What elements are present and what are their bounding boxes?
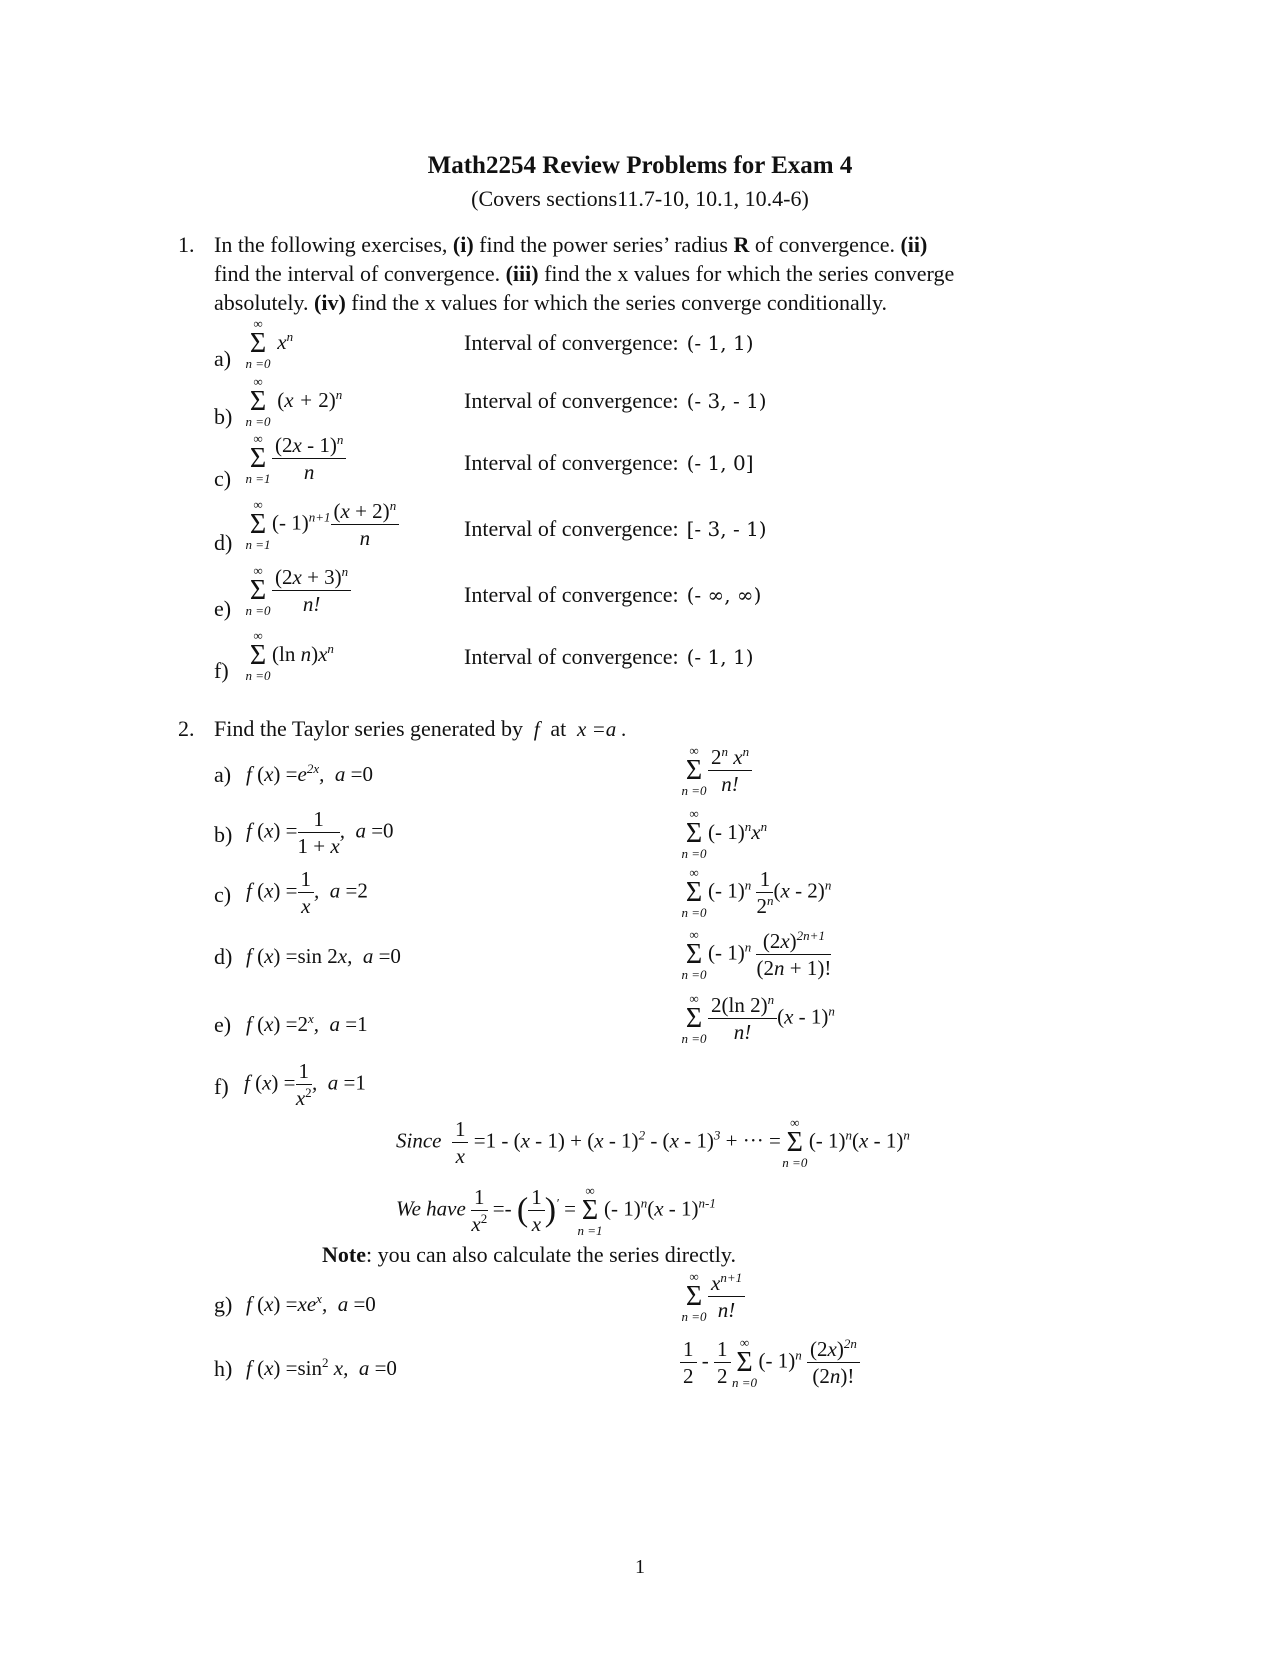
- p1-label-b: b): [214, 404, 233, 429]
- p2-answer-a: ∞ Σ n =0 $\frac{2^n x^n}{n!}$: [680, 744, 752, 797]
- problem-2-number: 2.: [178, 716, 195, 741]
- p1-label-e: e): [214, 596, 232, 621]
- p1-label-a: a): [214, 346, 232, 371]
- p1-interval-d: [464, 516, 767, 542]
- intro-text: at: [550, 716, 567, 741]
- intro-R: R: [733, 232, 750, 257]
- p2-answer-b: ∞ Σ n =0 (- $1)^nx^n$: [681, 806, 768, 861]
- p1-series-d: ∞ Σ n =1 (- 1)$^{n+1}$ $\frac{(x + 2)^n}{n}$: [244, 498, 399, 551]
- p1-interval-f: [464, 644, 754, 670]
- p2-function-f: f (x) = $\frac{1}{x^2}$ , a =1: [244, 1059, 366, 1110]
- we-have-text: We have: [396, 1196, 466, 1221]
- p2-answer-h: $\frac{1}{2}$ - $\frac{1}{2}$ ∞ Σ n =0 (- 1)$^n$ $\frac{(2x)^{2n}}{(2n)!}$: [680, 1336, 860, 1389]
- ioc-label: Interval of convergence:: [464, 388, 679, 413]
- ioc-label: Interval of convergence:: [464, 582, 679, 607]
- p2-label-g: g): [214, 1292, 233, 1317]
- intro-text: Find the Taylor series generated by: [214, 716, 524, 741]
- ioc-answer: (- ∞, ∞): [686, 583, 762, 607]
- p2-label-b: b): [214, 822, 233, 847]
- since-text: Since: [396, 1128, 442, 1153]
- p2-function-e: f $(x) =2^x$, a =1: [246, 1011, 368, 1036]
- intro-text: of convergence.: [754, 232, 895, 257]
- p2-label-a: a): [214, 762, 232, 787]
- note-label: Note: [322, 1242, 366, 1267]
- p2-function-c: f (x) = $\frac{1}{x}$ , a =2: [246, 867, 368, 918]
- p2-answer-c: ∞ Σ n =0 (- 1)$^n$ $\frac{1}{2^n}$ (x - 2)$^n$: [681, 864, 832, 920]
- intro-i: (i): [452, 232, 474, 257]
- p1-series-c: ∞ Σ n =1 $\frac{(2x - 1)^n}{n}$: [244, 432, 346, 485]
- ioc-answer: [- 3, - 1): [686, 517, 767, 541]
- p1-interval-c: [464, 450, 754, 476]
- ioc-label: Interval of convergence:: [464, 450, 679, 475]
- p2-function-b: f (x) = $\frac{1}{1 + x}$ , a =0: [246, 807, 394, 858]
- p2-label-d: d): [214, 944, 233, 969]
- x-equals-a: x =a .: [571, 717, 627, 741]
- problem-2-intro: [214, 714, 627, 744]
- page-subtitle: (Covers sections11.7-10, 10.1, 10.4-6): [471, 186, 809, 211]
- p2-label-c: c): [214, 882, 232, 907]
- p1-label-c: c): [214, 466, 232, 491]
- p1-interval-a: [464, 330, 754, 356]
- intro-text: In the following exercises,: [214, 232, 448, 257]
- p2-label-f: f): [214, 1074, 229, 1099]
- intro-text: find the power series’ radius: [479, 232, 728, 257]
- p1-label-d: d): [214, 530, 233, 555]
- page-title: Math2254 Review Problems for Exam 4: [427, 152, 853, 179]
- ioc-label: Interval of convergence:: [464, 516, 679, 541]
- p1-interval-e: [464, 582, 761, 608]
- ioc-label: Interval of convergence:: [464, 330, 679, 355]
- intro-text: find the interval of convergence.: [214, 261, 501, 286]
- p2-function-g: f $(x) =xe^x$, a =0: [246, 1291, 376, 1316]
- p1-series-f: ∞ Σ n =0 (ln $n)x^n$: [245, 628, 334, 683]
- problem-1-intro: [214, 230, 1114, 317]
- p2-answer-e: ∞ Σ n =0 $\frac{2(\ln 2)^n}{n!}$ (x - 1)$^n$: [681, 990, 835, 1046]
- p2-function-h: f $(x) =\sin^2$ x, a =0: [246, 1355, 397, 1380]
- intro-iv: (iv): [314, 290, 346, 315]
- ioc-answer: (- 3, - 1): [686, 389, 767, 413]
- note: [322, 1242, 736, 1268]
- p2-label-e: e): [214, 1012, 232, 1037]
- p1-series-a: ∞ Σ n =0 $x^n$: [245, 316, 294, 371]
- intro-text: find the x values for which the series converge conditionally.: [351, 290, 888, 315]
- intro-text: find the x values for which the series converge: [544, 261, 955, 286]
- ioc-answer: (- 1, 1): [686, 331, 754, 355]
- intro-ii: (ii): [900, 232, 928, 257]
- intro-iii: (iii): [505, 261, 539, 286]
- p2-function-a: f $(x) =e^{2x}$, a =0: [246, 761, 373, 786]
- p2-we-have-line: We have $\frac{1}{x^2}$ =- ( $\frac{1}{x}$ )′ = ∞ Σ n =1 (- 1)$^n$(x - 1)$^{n-1}$: [396, 1182, 716, 1238]
- p1-series-e: ∞ Σ n =0 $\frac{(2x + 3)^n}{n!}$: [244, 564, 351, 617]
- problem-1-number: 1.: [178, 232, 195, 257]
- p2-answer-d: ∞ Σ n =0 (- 1)$^n$ $\frac{(2x)^{2n+1}}{(2n + 1)!}$: [681, 926, 832, 982]
- p2-answer-g: ∞ Σ n =0 $\frac{x^{n+1}}{n!}$: [680, 1270, 745, 1323]
- p2-label-h: h): [214, 1356, 233, 1381]
- p2-since-line: Since $\frac{1}{x}$ =1 - (x - 1) + (x - 1)$^2$ - (x - 1)$^3$ + ··· = ∞ Σ n =0 (- 1)$^n$(x - 1)$^n$: [396, 1114, 910, 1170]
- p1-label-f: f): [214, 658, 229, 683]
- page-number: 1: [635, 1556, 645, 1578]
- ioc-answer: (- 1, 1): [686, 645, 754, 669]
- ioc-answer: (- 1, 0]: [686, 451, 754, 475]
- p2-function-d: f (x) =sin 2x, a =0: [246, 944, 401, 968]
- note-text: : you can also calculate the series directly.: [365, 1242, 736, 1267]
- ioc-label: Interval of convergence:: [464, 644, 679, 669]
- intro-text: absolutely.: [214, 290, 309, 315]
- p1-interval-b: [464, 388, 767, 414]
- f-symbol: f: [528, 717, 545, 741]
- p1-series-b: ∞ Σ n =0 $(x + 2)^n$: [245, 374, 343, 429]
